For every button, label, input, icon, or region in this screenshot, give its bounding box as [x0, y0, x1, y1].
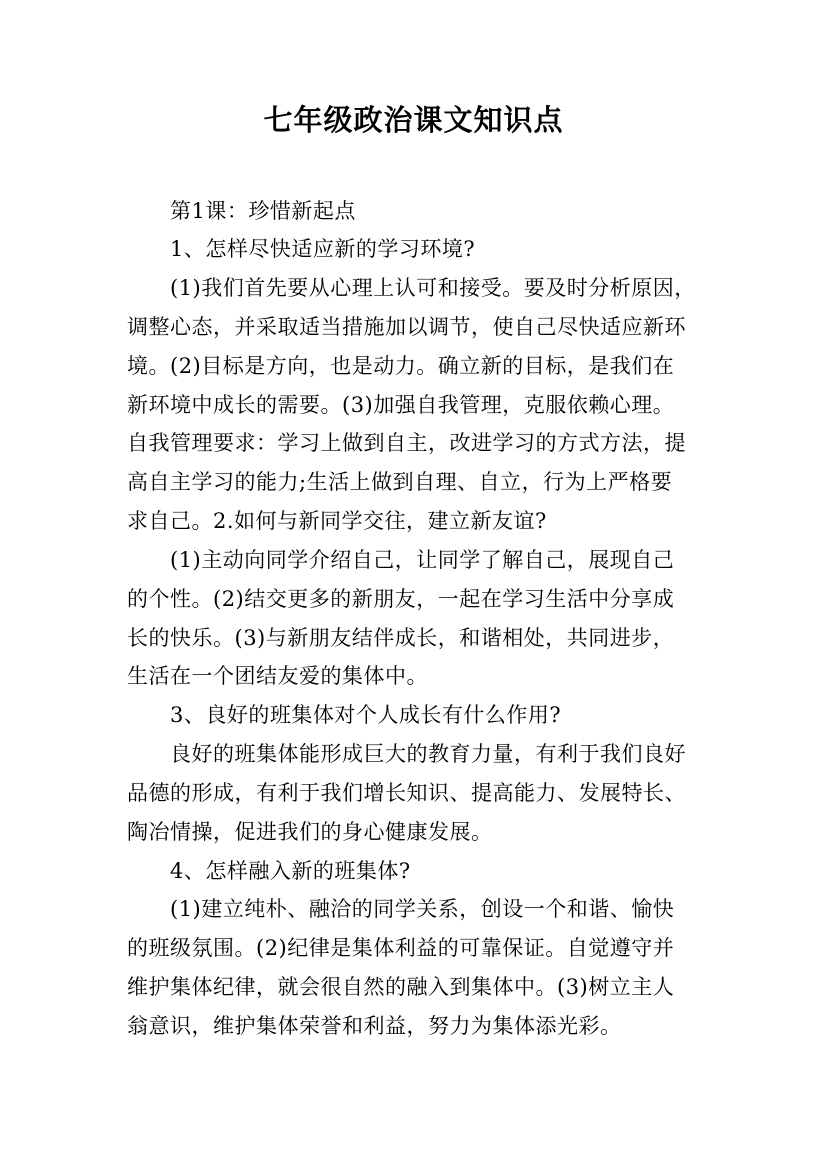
text-line: 翁意识，维护集体荣誉和利益，努力为集体添光彩。 [127, 1014, 622, 1038]
text-line: 良好的班集体能形成巨大的教育力量，有利于我们良好 [170, 742, 686, 766]
text-line: 陶冶情操，促进我们的身心健康发展。 [127, 820, 493, 844]
document-title: 七年级政治课文知识点 [263, 103, 564, 137]
text-line: 品德的形成，有利于我们增长知识、提高能力、发展特长、 [127, 781, 686, 805]
text-line: 生活在一个团结友爱的集体中。 [127, 664, 428, 688]
text-line: 的班级氛围。(2)纪律是集体利益的可靠保证。自觉遵守并 [127, 936, 675, 960]
text-line: 高自主学习的能力;生活上做到自理、自立，行为上严格要 [127, 470, 673, 494]
text-line: 调整心态，并采取适当措施加以调节，使自己尽快适应新环 [127, 315, 686, 339]
text-line: 3、良好的班集体对个人成长有什么作用? [170, 703, 562, 727]
text-line: 自我管理要求：学习上做到自主，改进学习的方式方法，提 [127, 431, 686, 455]
text-line: 长的快乐。(3)与新朋友结伴成长，和谐相处，共同进步， [127, 626, 675, 650]
text-line: 境。(2)目标是方向，也是动力。确立新的目标，是我们在 [127, 354, 675, 378]
text-line: 1、怎样尽快适应新的学习环境? [170, 237, 476, 261]
text-line: 4、怎样融入新的班集体? [170, 859, 411, 883]
text-line: (1)建立纯朴、融洽的同学关系，创设一个和谐、愉快 [170, 897, 675, 921]
text-line: (1)主动向同学介绍自己，让同学了解自己，展现自己 [170, 548, 675, 572]
text-line: 维护集体纪律，就会很自然的融入到集体中。(3)树立主人 [127, 975, 675, 999]
text-line: 新环境中成长的需要。(3)加强自我管理，克服依赖心理。 [127, 393, 675, 417]
text-line: 的个性。(2)结交更多的新朋友，一起在学习生活中分享成 [127, 587, 675, 611]
text-line: (1)我们首先要从心理上认可和接受。要及时分析原因， [170, 276, 696, 300]
text-line: 求自己。2.如何与新同学交往，建立新友谊? [127, 509, 547, 533]
text-line: 第1课：珍惜新起点 [170, 199, 356, 223]
